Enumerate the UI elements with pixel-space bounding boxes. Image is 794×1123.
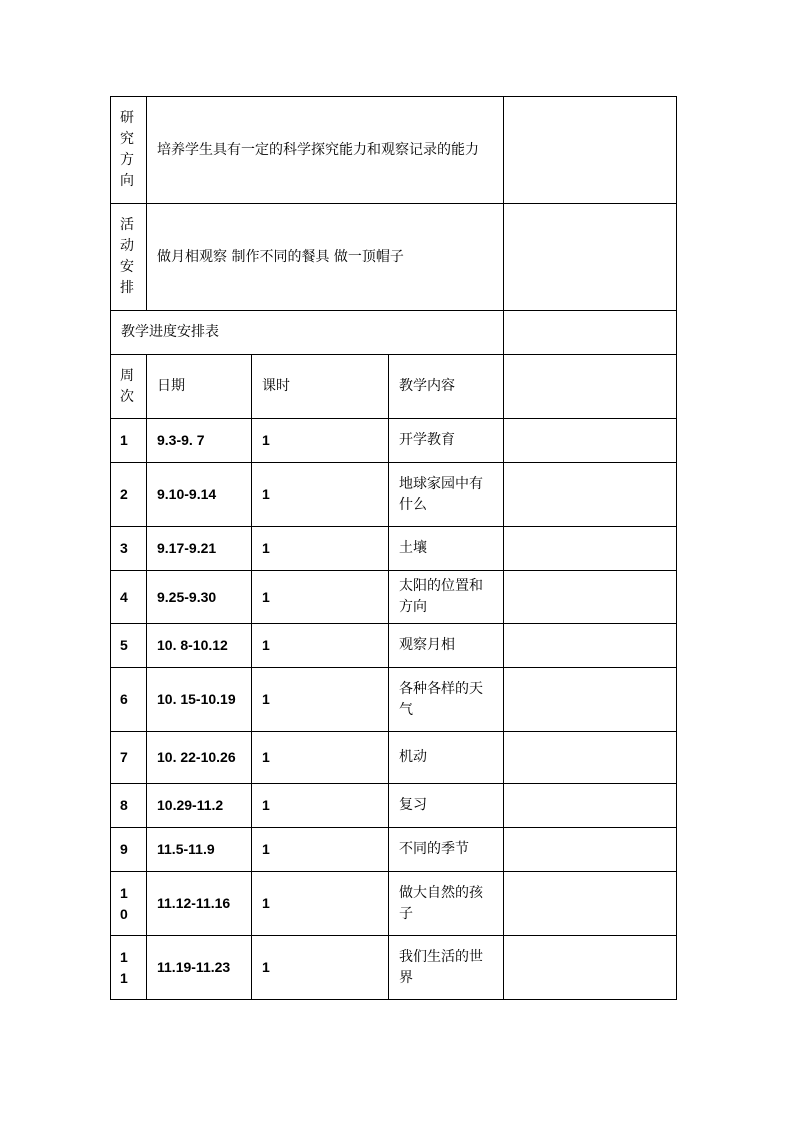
schedule-content: 土壤 bbox=[389, 527, 504, 571]
empty-cell bbox=[504, 732, 677, 784]
schedule-header-row bbox=[111, 355, 677, 419]
schedule-body bbox=[111, 419, 677, 1000]
header-week: 周次 bbox=[111, 355, 147, 419]
schedule-date: 10.29-11.2 bbox=[147, 784, 252, 828]
schedule-date: 10. 15-10.19 bbox=[147, 668, 252, 732]
schedule-content: 观察月相 bbox=[389, 624, 504, 668]
schedule-week: 9 bbox=[111, 828, 147, 872]
activity-arrangement-label: 活动安排 bbox=[111, 204, 147, 311]
schedule-week: 6 bbox=[111, 668, 147, 732]
research-direction-content: 培养学生具有一定的科学探究能力和观察记录的能力 bbox=[147, 97, 504, 204]
schedule-content: 复习 bbox=[389, 784, 504, 828]
empty-cell bbox=[504, 872, 677, 936]
schedule-row bbox=[111, 624, 677, 668]
schedule-week: 8 bbox=[111, 784, 147, 828]
schedule-row bbox=[111, 527, 677, 571]
header-content: 教学内容 bbox=[389, 355, 504, 419]
schedule-week: 5 bbox=[111, 624, 147, 668]
empty-cell bbox=[504, 571, 677, 624]
schedule-content: 太阳的位置和方向 bbox=[389, 571, 504, 624]
schedule-hours: 1 bbox=[252, 828, 389, 872]
empty-cell bbox=[504, 311, 677, 355]
schedule-row bbox=[111, 463, 677, 527]
activity-arrangement-row bbox=[111, 204, 677, 311]
schedule-date: 9.10-9.14 bbox=[147, 463, 252, 527]
empty-cell bbox=[504, 463, 677, 527]
empty-cell bbox=[504, 624, 677, 668]
schedule-hours: 1 bbox=[252, 419, 389, 463]
schedule-hours: 1 bbox=[252, 624, 389, 668]
schedule-date: 11.12-11.16 bbox=[147, 872, 252, 936]
schedule-content: 不同的季节 bbox=[389, 828, 504, 872]
schedule-week: 10 bbox=[111, 872, 147, 936]
schedule-week: 4 bbox=[111, 571, 147, 624]
header-hours: 课时 bbox=[252, 355, 389, 419]
schedule-hours: 1 bbox=[252, 463, 389, 527]
schedule-content: 开学教育 bbox=[389, 419, 504, 463]
empty-cell bbox=[504, 527, 677, 571]
schedule-content: 机动 bbox=[389, 732, 504, 784]
schedule-row bbox=[111, 571, 677, 624]
empty-cell bbox=[504, 936, 677, 1000]
schedule-content: 做大自然的孩子 bbox=[389, 872, 504, 936]
schedule-hours: 1 bbox=[252, 527, 389, 571]
schedule-date: 10. 8-10.12 bbox=[147, 624, 252, 668]
schedule-title: 教学进度安排表 bbox=[111, 311, 504, 355]
schedule-content: 地球家园中有什么 bbox=[389, 463, 504, 527]
schedule-row bbox=[111, 668, 677, 732]
schedule-hours: 1 bbox=[252, 668, 389, 732]
schedule-date: 10. 22-10.26 bbox=[147, 732, 252, 784]
schedule-row bbox=[111, 419, 677, 463]
schedule-content: 我们生活的世界 bbox=[389, 936, 504, 1000]
schedule-hours: 1 bbox=[252, 571, 389, 624]
empty-cell bbox=[504, 668, 677, 732]
schedule-content: 各种各样的天气 bbox=[389, 668, 504, 732]
research-direction-row bbox=[111, 97, 677, 204]
activity-arrangement-content: 做月相观察 制作不同的餐具 做一顶帽子 bbox=[147, 204, 504, 311]
schedule-date: 9.25-9.30 bbox=[147, 571, 252, 624]
schedule-date: 11.19-11.23 bbox=[147, 936, 252, 1000]
schedule-date: 11.5-11.9 bbox=[147, 828, 252, 872]
schedule-title-row bbox=[111, 311, 677, 355]
empty-cell bbox=[504, 355, 677, 419]
schedule-hours: 1 bbox=[252, 872, 389, 936]
schedule-row bbox=[111, 784, 677, 828]
header-date: 日期 bbox=[147, 355, 252, 419]
schedule-week: 7 bbox=[111, 732, 147, 784]
schedule-hours: 1 bbox=[252, 784, 389, 828]
schedule-hours: 1 bbox=[252, 732, 389, 784]
schedule-row bbox=[111, 872, 677, 936]
empty-cell bbox=[504, 828, 677, 872]
research-direction-label: 研究方向 bbox=[111, 97, 147, 204]
schedule-date: 9.17-9.21 bbox=[147, 527, 252, 571]
schedule-hours: 1 bbox=[252, 936, 389, 1000]
schedule-week: 2 bbox=[111, 463, 147, 527]
schedule-week: 11 bbox=[111, 936, 147, 1000]
schedule-date: 9.3-9. 7 bbox=[147, 419, 252, 463]
schedule-row bbox=[111, 936, 677, 1000]
empty-cell bbox=[504, 784, 677, 828]
schedule-row bbox=[111, 732, 677, 784]
schedule-row bbox=[111, 828, 677, 872]
schedule-week: 3 bbox=[111, 527, 147, 571]
empty-cell bbox=[504, 204, 677, 311]
schedule-week: 1 bbox=[111, 419, 147, 463]
teaching-plan-table bbox=[110, 96, 677, 1000]
empty-cell bbox=[504, 97, 677, 204]
empty-cell bbox=[504, 419, 677, 463]
